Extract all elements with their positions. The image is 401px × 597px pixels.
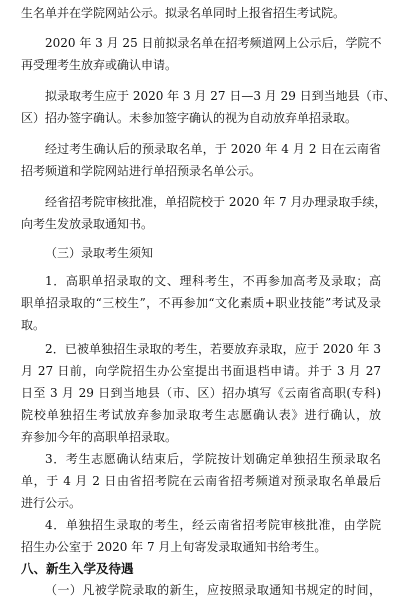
section-subheading: （三）录取考生须知 <box>45 246 154 260</box>
paragraph-line: 再受理考生放弃或确认申请。 <box>21 58 178 72</box>
paragraph-line: 经过考生确认后的预录取名单，于 2020 年 4 月 2 日在云南省 <box>45 142 381 156</box>
paragraph-line: 单，于 4 月 2 日由省招考院在云南省招考频道对预录取名单最后 <box>21 474 381 488</box>
paragraph-line: 院校单独招生考试放弃参加录取考生志愿确认表》进行确认，放 <box>21 408 381 422</box>
paragraph-line: 2．已被单独招生录取的考生，若要放弃录取，应于 2020 年 3 <box>45 342 381 356</box>
paragraph-line: 招考频道和学院网站进行单招预录名单公示。 <box>21 164 262 178</box>
paragraph-line: 生名单并在学院网站公示。拟录名单同时上报省招生考试院。 <box>21 6 346 20</box>
paragraph-line: 职单招录取的“三校生”，不再参加“文化素质+职业技能”考试及录 <box>21 296 381 310</box>
paragraph-line: 取。 <box>21 318 46 332</box>
paragraph-line: 拟录取考生应于 2020 年 3 月 27 日—3 月 29 日到当地县（市、 <box>45 89 396 103</box>
paragraph-line: 经省招考院审核批准，单招院校于 2020 年 7 月办理录取手续， <box>45 195 387 209</box>
paragraph-line: （一）凡被学院录取的新生，应按照录取通知书规定的时间， <box>45 583 381 597</box>
paragraph-line: 区）招办签字确认。未参加签字确认的视为自动放弃单招录取。 <box>21 111 358 125</box>
section-heading: 八、新生入学及待遇 <box>21 561 134 576</box>
paragraph-line: 4．单独招生录取的考生，经云南省招考院审核批准，由学院 <box>45 518 381 532</box>
paragraph-line: 进行公示。 <box>21 496 82 510</box>
paragraph-line: 弃参加今年的高职单招录取。 <box>21 430 178 444</box>
paragraph-line: 向考生发放录取通知书。 <box>21 217 154 231</box>
paragraph-line: 3．考生志愿确认结束后，学院按计划确定单独招生预录取名 <box>45 452 381 466</box>
paragraph-line: 月 27 日前，向学院招生办公室提出书面退档申请。并于 3 月 27 <box>21 364 381 378</box>
paragraph-line: 日至 3 月 29 日到当地县（市、区）招办填写《云南省高职(专科) <box>21 386 381 400</box>
paragraph-line: 2020 年 3 月 25 日前拟录名单在招考频道网上公示后，学院不 <box>45 36 382 50</box>
paragraph-line: 招生办公室于 2020 年 7 月上旬寄发录取通知书给考生。 <box>21 540 327 554</box>
paragraph-line: 1．高职单招录取的文、理科考生，不再参加高考及录取；高 <box>45 274 381 288</box>
